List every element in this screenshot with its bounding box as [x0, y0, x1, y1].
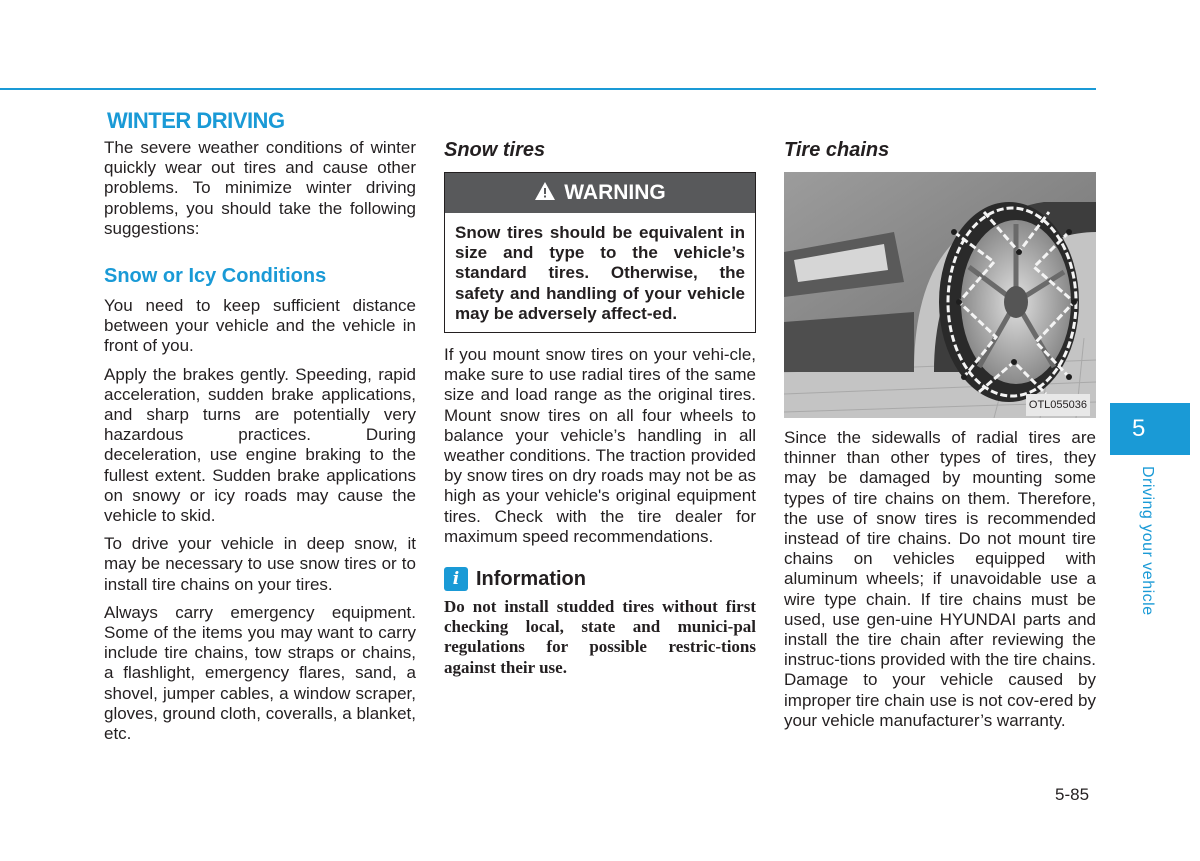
- page-number: 5-85: [1055, 785, 1090, 804]
- chapter-number: 5: [1132, 415, 1146, 442]
- tire-chains-body: Since the sidewalls of radial tires are thinner than other types of tires, they may be damaged by mounting some types of tire chains on them. Therefore, the use of snow tires is recommended instead of tire chains. Do not mount tire chains on vehicles equipped with aluminum wheels; if unavoidable use a wire type chain. If tire chains must be used, use gen-uine HYUNDAI parts and install the tire chain after reviewing the instruc-tions provided with the tire chains. Damage to your vehicle caused by improper tire chain use is not cov-ered by your vehicle manufacturer’s warranty.: [784, 428, 1096, 730]
- chapter-label: Driving your vehicle: [1139, 466, 1156, 616]
- tire-chain-illustration: [784, 172, 1096, 418]
- information-text: Do not install studded tires without first checking local, state and munici-pal regulations for possible restric-tions against their use.: [444, 597, 756, 677]
- snow-tires-heading: Snow tires: [444, 139, 546, 161]
- column-right: [784, 138, 1096, 739]
- snow-tires-body: If you mount snow tires on your vehi-cle, make sure to use radial tires of the same size and load range as the original tires. Mount snow tires on all four wheels to balance your vehicle’s handling in all weather conditions. The traction provided by snow tires on dry roads may not be as high as your vehicle's original equipment tires. Check with the tire dealer for maximum speed recommendations.: [444, 345, 756, 546]
- paragraph-distance: You need to keep sufficient distance between your vehicle and the vehicle in front of you.: [104, 296, 416, 356]
- paragraph-emergency: Always carry emergency equipment. Some of the items you may want to carry include tire chains, tow straps or chains, a flashlight, emergency flares, sand, a shovel, jumper cables, a window scraper, gloves, ground cloth, coveralls, a blanket, etc.: [104, 602, 416, 744]
- intro-paragraph: The severe weather conditions of winter quickly wear out tires and cause other problems. To minimize winter driving problems, you should take the following suggestions:: [104, 138, 416, 238]
- paragraph-brakes: Apply the brakes gently. Speeding, rapid acceleration, sudden brake applications, and sharp turns are potentially very hazardous practices. During deceleration, use engine braking to the fullest extent. Sudden brake applications on snowy or icy roads may cause the vehicle to skid.: [104, 364, 416, 526]
- figure-code: OTL055036: [1026, 394, 1090, 416]
- column-left: [104, 138, 416, 752]
- warning-header: [445, 173, 755, 213]
- tire-chains-heading: Tire chains: [784, 139, 890, 161]
- info-icon: i: [444, 567, 468, 591]
- information-header: [444, 567, 756, 591]
- top-rule: [0, 88, 1096, 90]
- column-middle: [444, 138, 756, 678]
- warning-title: WARNING: [564, 180, 666, 204]
- chapter-tab: [1110, 403, 1190, 455]
- snow-icy-heading: Snow or Icy Conditions: [104, 265, 327, 288]
- warning-text: Snow tires should be equivalent in size and type to the vehicle’s standard tires. Otherwise, the safety and handling of your vehicle may be adversely affect-ed.: [455, 223, 745, 323]
- warning-triangle-icon: [534, 181, 556, 205]
- information-title: Information: [476, 567, 586, 590]
- section-title: WINTER DRIVING: [107, 108, 285, 133]
- warning-box: [444, 172, 756, 333]
- paragraph-deep-snow: To drive your vehicle in deep snow, it may be necessary to use snow tires or to install tire chains on your tires.: [104, 534, 416, 594]
